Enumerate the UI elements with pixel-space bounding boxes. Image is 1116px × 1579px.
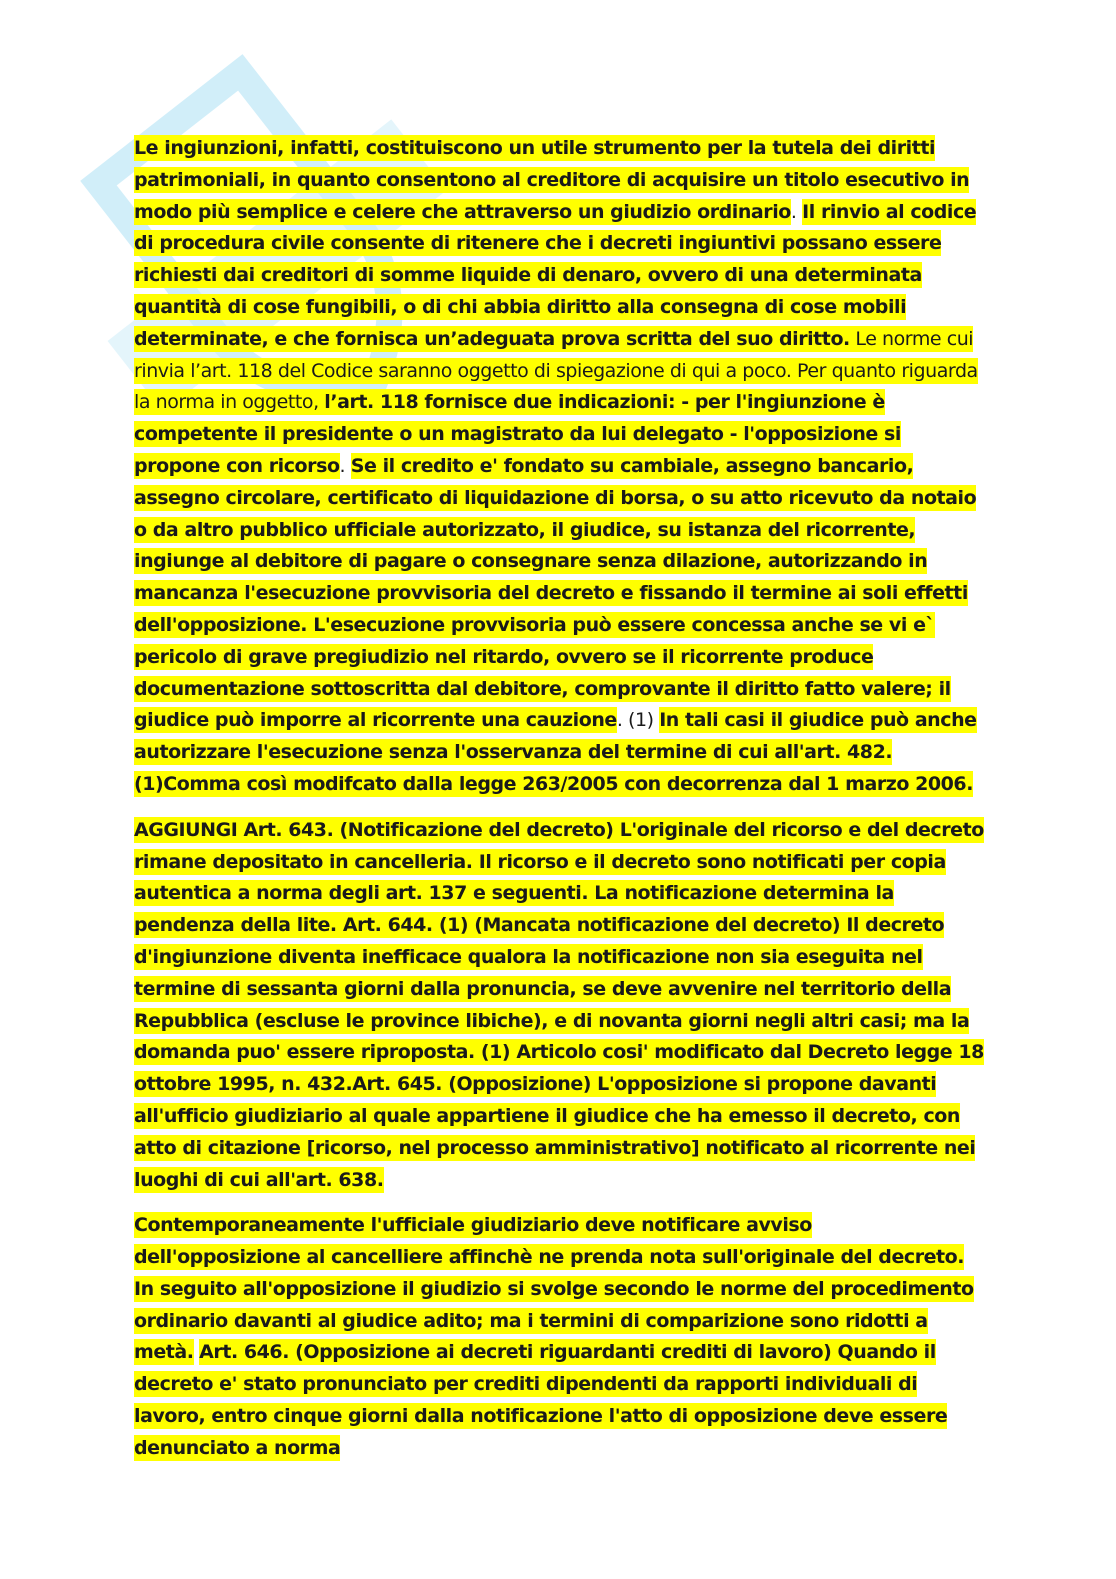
text-segment: Art. 646. (Opposizione ai decreti riguardanti crediti di lavoro) Quando il decreto e' stato pronunciato per crediti dipendenti da rapporti individuali di lavoro, entro cinque giorni dalla notificazione l'atto di opposizione deve essere denunciato a norma xyxy=(134,1341,948,1459)
text-segment: l’art. 118 fornisce due indicazioni: - per l'ingiunzione è competente il presidente o un magistrato da lui delegato - l'opposizione si propone con ricorso xyxy=(134,391,901,477)
text-segment: Le norme cui rinvia l’art. 118 del Codice saranno oggetto di spiegazione di qui a poco. Per quanto riguarda la norma in oggetto, xyxy=(134,327,978,414)
text-segment: Il rinvio al codice di procedura civile consente di ritenere che i decreti ingiuntivi possano essere richiesti dai creditori di somme liquide di denaro, ovvero di una determinata quantità di cose fungibili, o di chi abbia diritto alla consegna di cose mobili determinate, e che fornisca un’adeguata prova scritta del suo diritto. xyxy=(134,200,977,350)
text-segment: . xyxy=(339,454,351,477)
text-segment: AGGIUNGI Art. 643. (Notificazione del decreto) L'originale del ricorso e del decreto rimane depositato in cancelleria. Il ricorso e il decreto sono notificati per copia autentica a norma degli art. 137 e seguenti. La notificazione determina la pendenza della lite. Art. 644. (1) (Mancata notificazione del decreto) Il decreto d'ingiunzione diventa inefficace qualora la notificazione non sia eseguita nel termine di sessanta giorni dalla pronuncia, se deve avvenire nel territorio della Repubblica (escluse le province libiche), e di novanta giorni negli altri casi; ma la domanda puo' essere riproposta. (1) Articolo cosi' modificato dal Decreto legge 18 ottobre 1995, n. 432.Art. 645. (Opposizione) L'opposizione si propone davanti all'ufficio giudiziario al quale appartiene il giudice che ha emesso il decreto, con atto di citazione [ricorso, nel processo amministrativo] notificato al ricorrente nei luoghi di cui all'art. 638. xyxy=(134,818,984,1191)
paragraph xyxy=(134,1210,984,1464)
document-body xyxy=(134,133,984,1479)
text-segment: Le ingiunzioni, infatti, costituiscono un utile strumento per la tutela dei diritti patrimoniali, in quanto consentono al creditore di acquisire un titolo esecutivo in modo più semplice e celere che attraverso un giudizio ordinario xyxy=(134,137,970,223)
text-segment: In tali casi il giudice può anche autorizzare l'esecuzione senza l'osservanza del termine di cui all'art. 482. (1)Comma così modifcato dalla legge 263/2005 con decorrenza dal 1 marzo 2006. xyxy=(134,709,977,795)
text-segment: Contemporaneamente l'ufficiale giudiziario deve notificare avviso dell'opposizione al cancelliere affinchè ne prenda nota sull'originale del decreto. In seguito all'opposizione il giudizio si svolge secondo le norme del procedimento ordinario davanti al giudice adito; ma i termini di comparizione sono ridotti a metà. xyxy=(134,1214,974,1364)
text-segment: Se il credito e' fondato su cambiale, assegno bancario, assegno circolare, certificato di liquidazione di borsa, o su atto ricevuto da notaio o da altro pubblico ufficiale autorizzato, il giudice, su istanza del ricorrente, ingiunge al debitore di pagare o consegnare senza dilazione, autorizzando in mancanza l'esecuzione provvisoria del decreto e fissando il termine ai soli effetti dell'opposizione. L'esecuzione provvisoria può essere concessa anche se vi e` pericolo di grave pregiudizio nel ritardo, ovvero se il ricorrente produce documentazione sottoscritta dal debitore, comprovante il diritto fatto valere; il giudice può imporre al ricorrente una cauzione xyxy=(134,454,977,732)
paragraph xyxy=(134,133,984,801)
text-segment: . (1) xyxy=(616,709,660,732)
paragraph xyxy=(134,815,984,1197)
text-segment: . xyxy=(790,200,803,223)
